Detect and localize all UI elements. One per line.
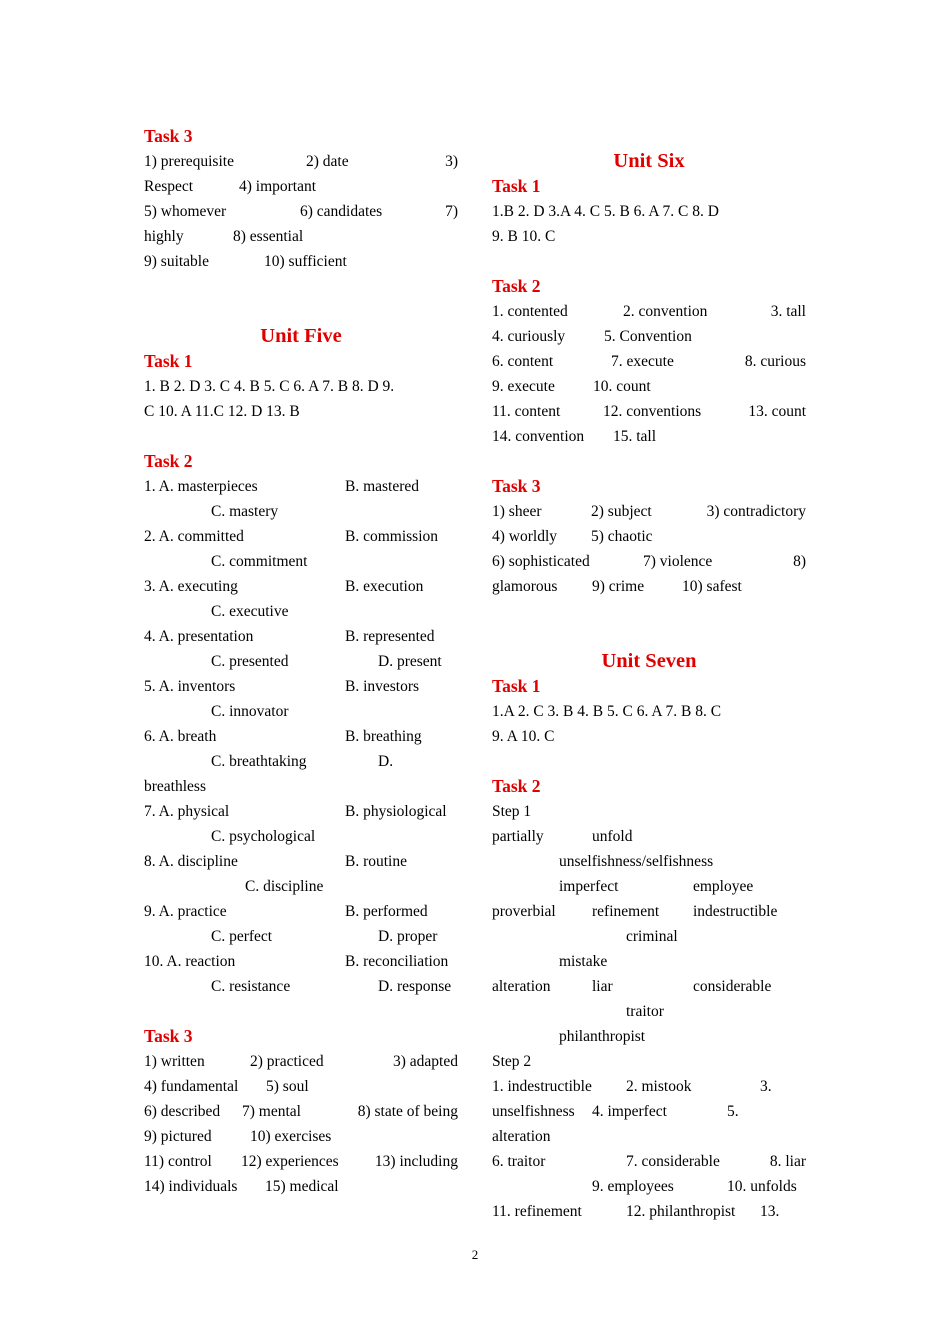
- answer: 4) worldly: [492, 528, 558, 545]
- answer: traitor: [626, 1003, 664, 1020]
- answer: C. discipline: [245, 878, 324, 895]
- answer: 13.: [760, 1203, 780, 1220]
- answer: 6. content: [492, 353, 554, 370]
- answer: 8): [793, 553, 806, 570]
- answer-line: 1.A 2. C 3. B 4. B 5. C 6. A 7. B 8. C: [492, 703, 722, 720]
- answer: 10. count: [593, 378, 651, 395]
- answer: 5.: [727, 1103, 739, 1120]
- answer: D. response: [378, 978, 452, 995]
- answer: 14. convention: [492, 428, 585, 445]
- answer: refinement: [592, 903, 660, 920]
- answer: 11. refinement: [492, 1203, 582, 1220]
- answer: 2. mistook: [626, 1078, 692, 1095]
- task-heading: Task 1: [492, 676, 541, 696]
- answer: 6. A. breath: [144, 728, 217, 745]
- answer: 2. A. committed: [144, 528, 244, 545]
- answer: 13) including: [374, 1153, 458, 1170]
- answer: 15) medical: [265, 1178, 339, 1195]
- answer: C. executive: [211, 603, 289, 620]
- answer: 3.: [760, 1078, 772, 1095]
- answer: D.: [378, 753, 394, 770]
- unit-heading: Unit Seven: [601, 650, 697, 672]
- answer: 1) written: [144, 1053, 205, 1070]
- answer: 1. indestructible: [492, 1078, 592, 1095]
- answer: B. execution: [345, 578, 424, 595]
- answer: 9) crime: [592, 578, 645, 595]
- answer: unselfishness: [492, 1103, 575, 1120]
- answer: 7. A. physical: [144, 803, 230, 820]
- answer: 5) whomever: [144, 203, 227, 220]
- answer: 4. A. presentation: [144, 628, 254, 645]
- task-heading: Task 1: [492, 176, 541, 196]
- task-heading: Task 2: [492, 776, 541, 796]
- answer: 1) sheer: [492, 503, 542, 520]
- answer: 12) experiences: [241, 1153, 339, 1170]
- answer: 7. execute: [611, 353, 674, 370]
- answer: B. physiological: [345, 803, 447, 820]
- answer: C. perfect: [211, 928, 273, 945]
- answer: imperfect: [559, 878, 619, 895]
- answer: 9) suitable: [144, 253, 209, 270]
- answer: 5. Convention: [604, 328, 692, 345]
- answer: glamorous: [492, 578, 558, 595]
- answer: 2. convention: [623, 303, 708, 320]
- answer: liar: [592, 978, 613, 995]
- answer: employee: [693, 878, 754, 895]
- answer: 5) soul: [266, 1078, 309, 1095]
- answer: D. present: [378, 653, 442, 670]
- page-number: 2: [471, 1247, 479, 1262]
- answer: highly: [144, 228, 184, 245]
- answer: 8. A. discipline: [144, 853, 238, 870]
- answer: B. performed: [345, 903, 428, 920]
- answer: 10. unfolds: [727, 1178, 797, 1195]
- answer: 13. count: [748, 403, 806, 420]
- answer: indestructible: [693, 903, 778, 920]
- answer: 11. content: [492, 403, 561, 420]
- answer: 3. A. executing: [144, 578, 238, 595]
- answer: 1. A. masterpieces: [144, 478, 258, 495]
- answer: 9) pictured: [144, 1128, 212, 1145]
- answer: C. commitment: [211, 553, 308, 570]
- answer: alteration: [492, 978, 551, 995]
- answer: unfold: [592, 828, 633, 845]
- step-label: Step 1: [492, 803, 532, 820]
- answer: 14) individuals: [144, 1178, 238, 1195]
- step-label: Step 2: [492, 1053, 532, 1070]
- answer: 12. conventions: [603, 403, 702, 420]
- answer: 7. considerable: [626, 1153, 720, 1170]
- answer: B. represented: [345, 628, 435, 645]
- answer: 6) candidates: [300, 203, 383, 220]
- answer: 4) fundamental: [144, 1078, 239, 1095]
- answer: C. resistance: [211, 978, 291, 995]
- unit-heading: Unit Five: [260, 325, 342, 347]
- answer-line: C 10. A 11.C 12. D 13. B: [144, 403, 300, 420]
- answer: B. reconciliation: [345, 953, 449, 970]
- answer: alteration: [492, 1128, 551, 1145]
- answer: 8. liar: [769, 1153, 806, 1170]
- task-heading: Task 1: [144, 351, 193, 371]
- answer: 2) date: [306, 153, 349, 170]
- answer: proverbial: [492, 903, 556, 920]
- answer: 6. traitor: [492, 1153, 546, 1170]
- answer: criminal: [626, 928, 678, 945]
- answer: 7): [445, 203, 458, 220]
- answer: 2) subject: [591, 503, 652, 520]
- left-column: [144, 124, 458, 1199]
- answer: 7) violence: [643, 553, 713, 570]
- answer: 9. A. practice: [144, 903, 227, 920]
- task-heading: Task 3: [144, 126, 193, 146]
- answer: 9. execute: [492, 378, 555, 395]
- answer: 4. curiously: [492, 328, 566, 345]
- answer: 8. curious: [744, 353, 806, 370]
- answer: C. breathtaking: [211, 753, 307, 770]
- answer: C. psychological: [211, 828, 316, 845]
- answer: 5. A. inventors: [144, 678, 236, 695]
- answer: C. presented: [211, 653, 289, 670]
- answer: 7) mental: [242, 1103, 301, 1120]
- answer: 2) practiced: [250, 1053, 324, 1070]
- answer: unselfishness/selfishness: [559, 853, 714, 870]
- answer: 8) state of being: [357, 1103, 458, 1120]
- answer-line: 1.B 2. D 3.A 4. C 5. B 6. A 7. C 8. D: [492, 203, 719, 220]
- unit-heading: Unit Six: [613, 150, 685, 172]
- answer: 10. A. reaction: [144, 953, 236, 970]
- answer: 10) exercises: [250, 1128, 332, 1145]
- answer: 11) control: [144, 1153, 212, 1170]
- answer: C. innovator: [211, 703, 289, 720]
- answer: 3) adapted: [393, 1053, 458, 1070]
- task-heading: Task 3: [144, 1026, 193, 1046]
- answer: 3. tall: [770, 303, 806, 320]
- answer-line: 1. B 2. D 3. C 4. B 5. C 6. A 7. B 8. D 9.: [144, 378, 395, 395]
- answer: 1. contented: [492, 303, 568, 320]
- answer: 5) chaotic: [591, 528, 653, 545]
- answer: 3) contradictory: [706, 503, 806, 520]
- answer: B. routine: [345, 853, 407, 870]
- answer: 10) sufficient: [264, 253, 347, 270]
- answer-line: 9. A 10. C: [492, 728, 555, 745]
- answer: C. mastery: [211, 503, 279, 520]
- task-heading: Task 2: [144, 451, 193, 471]
- answer: mistake: [559, 953, 608, 970]
- answer: philanthropist: [559, 1028, 646, 1045]
- answer: B. investors: [345, 678, 420, 695]
- answer: 15. tall: [613, 428, 657, 445]
- answer: 8) essential: [233, 228, 304, 245]
- answer: B. mastered: [345, 478, 420, 495]
- answer: 10) safest: [682, 578, 742, 595]
- task-heading: Task 2: [492, 276, 541, 296]
- task-heading: Task 3: [492, 476, 541, 496]
- right-column: [492, 124, 806, 1224]
- answer: considerable: [693, 978, 772, 995]
- answer: 3): [445, 153, 458, 170]
- answer: D. proper: [378, 928, 438, 945]
- answer: Respect: [144, 178, 194, 195]
- answer: B. commission: [345, 528, 439, 545]
- answer: 6) sophisticated: [492, 553, 590, 570]
- answer: 9. employees: [592, 1178, 674, 1195]
- answer: 4) important: [239, 178, 317, 195]
- answer: 1) prerequisite: [144, 153, 234, 170]
- answer: 4. imperfect: [592, 1103, 667, 1120]
- answer: breathless: [144, 778, 206, 795]
- answer: partially: [492, 828, 544, 845]
- answer-line: 9. B 10. C: [492, 228, 556, 245]
- answer: 6) described: [144, 1103, 221, 1120]
- answer: B. breathing: [345, 728, 422, 745]
- answer: 12. philanthropist: [626, 1203, 736, 1220]
